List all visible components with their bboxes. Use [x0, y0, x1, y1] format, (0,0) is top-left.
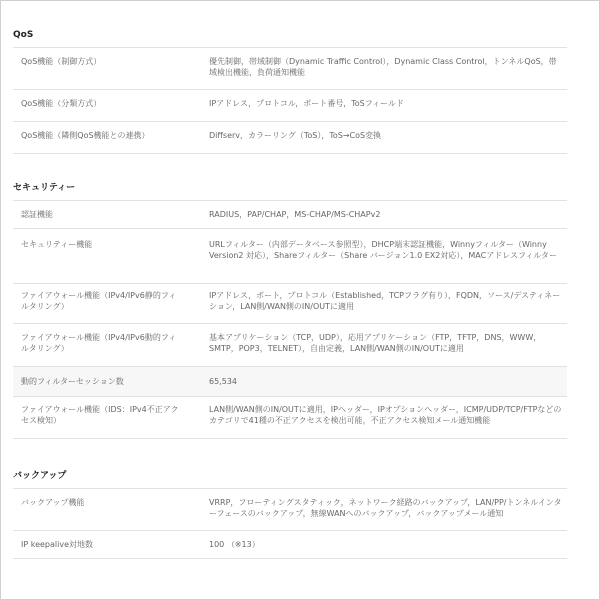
spec-row [13, 324, 567, 367]
spec-value: 100 （※13） [209, 540, 260, 549]
spec-label: QoS機能（制御方式） [21, 57, 102, 66]
spec-label: ファイアウォール機能（IPv4/IPv6静的フィルタリング） [21, 291, 177, 311]
spec-row [13, 122, 567, 154]
spec-value: URLフィルター（内部データベース参照型），DHCP端末認証機能，Winnyフィルター（Winny Version2 対応），Shareフィルター（Share バージョン1.0 EX2対応），MACアドレスフィルター [209, 240, 557, 260]
spec-label: QoS機能（隣側QoS機能との連携） [21, 131, 150, 140]
spec-label: 動的フィルターセッション数 [21, 377, 124, 386]
spec-label: QoS機能（分類方式） [21, 99, 102, 108]
spec-value: 65,534 [209, 377, 237, 386]
section-title-security: セキュリティー [13, 176, 567, 201]
spec-value: IPアドレス，プロトコル，ポート番号，ToSフィールド [209, 99, 404, 108]
spec-value: 優先制御，帯域制御（Dynamic Traffic Control），Dynamic Class Control，トンネルQoS，帯域検出機能，負荷通知機能 [209, 57, 557, 77]
spec-label: バックアップ機能 [21, 498, 85, 507]
spec-value: IPアドレス，ポート，プロトコル（Established，TCPフラグ有り），FQDN，ソース/デスティネーション，LAN側/WAN側のIN/OUTに適用 [209, 291, 561, 311]
spec-value: Diffserv，カラーリング（ToS），ToS→CoS変換 [209, 131, 382, 140]
spec-row [13, 284, 567, 324]
spec-label: IP keepalive対地数 [21, 540, 93, 549]
spec-row [13, 229, 567, 284]
spec-row [13, 90, 567, 122]
spec-row [13, 531, 567, 559]
spec-label: ファイアウォール機能（IDS：IPv4不正アクセス検知） [21, 405, 179, 425]
spec-row [13, 201, 567, 229]
spec-value: RADIUS，PAP/CHAP，MS-CHAP/MS-CHAPv2 [209, 210, 381, 219]
section-title-backup: バックアップ [13, 464, 567, 489]
spec-row [13, 48, 567, 90]
section-backup [13, 464, 567, 559]
spec-row [13, 367, 567, 397]
spec-label: 認証機能 [21, 210, 53, 219]
spec-value: LAN側/WAN側のIN/OUTに適用，IPヘッダー，IPオプションヘッダー，ICMP/UDP/TCP/FTPなどのカテゴリで41種の不正アクセスを検出可能，不正アクセス検知メール通知機能 [209, 405, 562, 425]
spec-row [13, 397, 567, 439]
section-title-qos: QoS [13, 23, 567, 48]
spec-row [13, 489, 567, 531]
spec-value: VRRP，フローティングスタティック，ネットワーク経路のバックアップ，LAN/PP/トンネルインターフェースのバックアップ，無線WANへのバックアップ，バックアップメール通知 [209, 498, 562, 518]
section-security [13, 176, 567, 439]
spec-label: セキュリティー機能 [21, 240, 93, 249]
spec-value: 基本アプリケーション（TCP，UDP），応用アプリケーション（FTP，TFTP，DNS，WWW，SMTP，POP3，TELNET），自由定義，LAN側/WAN側のIN/OUTに適用 [209, 333, 542, 353]
spec-label: ファイアウォール機能（IPv4/IPv6動的フィルタリング） [21, 333, 177, 353]
section-qos [13, 23, 567, 154]
